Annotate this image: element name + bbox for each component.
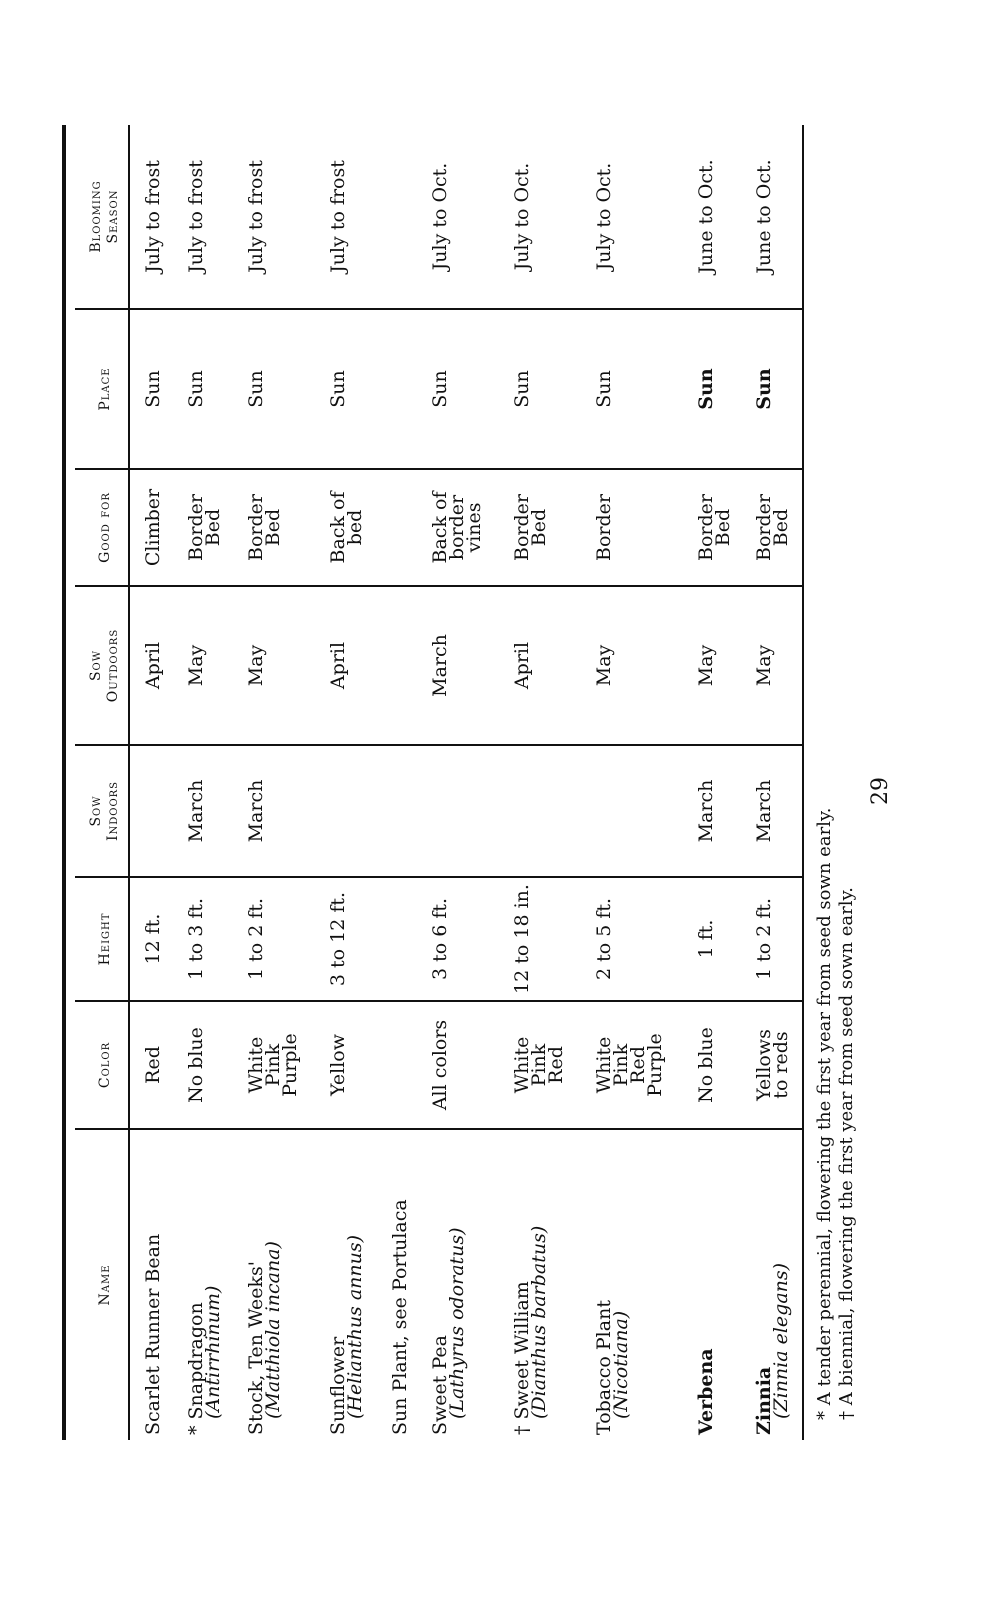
table-row-sow-outdoors: May [185,644,207,687]
table-row-height: 1 to 2 ft. [753,897,775,981]
table-row-place: Sun [142,370,164,408]
header-sow-outdoors: Sow Outdoors [88,628,121,703]
table-row-color: No blue [185,1027,207,1103]
table-row-place: Sun [245,370,267,408]
table-row-height: 1 to 3 ft. [185,897,207,981]
col-sep [75,744,803,746]
table-row-sow-outdoors: May [593,644,615,687]
table-row-sow-indoors: March [185,779,207,843]
table-row-place: Sun [429,370,451,408]
table-row-color: Yellow [327,1034,349,1096]
header-good-for: Good for [96,492,113,563]
table-row-height: 3 to 12 ft. [327,891,349,987]
table-row-season: July to frost [327,160,349,273]
table-row-color: Red [142,1046,164,1084]
table-row-season: July to frost [142,160,164,273]
table-row-height: 12 to 18 in. [511,884,533,994]
table-row-good-for: Back of border vines [429,491,485,564]
table-row-height: 1 ft. [695,919,717,959]
table-row-sow-indoors: March [245,779,267,843]
table-row-name: Sunflower (Helianthus annus) [327,1234,366,1435]
table-row-place: Sun [327,370,349,408]
table-row-good-for: Border Bed [753,494,792,561]
table-row-place: Sun [185,370,207,408]
table-row-sow-outdoors: May [753,644,775,687]
table-row-height: 2 to 5 ft. [593,897,615,981]
table-row-place: Sun [511,370,533,408]
table-row-good-for: Border Bed [511,494,550,561]
table-row-height: 3 to 6 ft. [429,897,451,981]
table-row-sow-outdoors: May [695,644,717,687]
header-sow-indoors: Sow Indoors [88,780,121,842]
table-row-good-for: Border Bed [185,494,224,561]
header-place: Place [96,367,113,411]
table-row-color: White Pink Purple [245,1033,301,1097]
table-row-name: Sun Plant, see Portulaca [389,1199,411,1435]
table-row-season: July to Oct. [511,162,533,271]
table-row-color: All colors [429,1019,451,1111]
table-row-name: Tobacco Plant (Nicotiana) [593,1300,632,1435]
table-row-sow-indoors: March [753,779,775,843]
table-row-color: White Pink Red Purple [593,1033,666,1097]
col-sep [75,1128,803,1130]
table-row-name: † Sweet William (Dianthus barbatus) [511,1225,550,1435]
table-bottom-rule [802,125,804,1440]
table-row-season: July to frost [185,160,207,273]
table-row-place: Sun [695,368,717,410]
table-row-season: July to Oct. [593,162,615,271]
table-row-name: Scarlet Runner Bean [142,1233,164,1435]
table-row-good-for: Back of bed [327,491,366,564]
table-row-good-for: Climber [142,488,164,567]
table-row-sow-outdoors: April [327,641,349,690]
header-name: Name [96,1264,113,1306]
table-row-sow-outdoors: April [511,641,533,690]
table-row-season: June to Oct. [753,159,775,274]
table-row-sow-outdoors: April [142,641,164,690]
table-row-name: Stock, Ten Weeks' (Matthiola incana) [245,1241,284,1435]
table-row-sow-outdoors: March [429,634,451,697]
header-height: Height [96,912,113,966]
table-row-name: * Snapdragon (Antirrhinum) [185,1285,224,1435]
table-row-good-for: Border Bed [695,494,734,561]
table-row-place: Sun [593,370,615,408]
table-row-good-for: Border Bed [245,494,284,561]
table-row-season: July to frost [245,160,267,273]
table-row-place: Sun [753,368,775,410]
table-row-good-for: Border [593,494,615,561]
footnote-tender-perennial: * A tender perennial, flowering the first year from seed sown early. [814,807,835,1420]
table-row-color: No blue [695,1027,717,1103]
table-row-season: July to Oct. [429,162,451,271]
header-rule [128,125,130,1440]
table-row-season: June to Oct. [695,159,717,274]
footnote-biennial: † A biennial, flowering the first year from seed sown early. [836,887,857,1420]
table-row-height: 1 to 2 ft. [245,897,267,981]
table-row-color: Yellows to reds [753,1029,792,1101]
table-row-name: Verbena [695,1348,717,1435]
table-row-name: Zinnia (Zinnia elegans) [753,1262,792,1435]
table-row-height: 12 ft. [142,913,164,965]
header-blooming-season: Blooming Season [88,180,121,253]
header-color: Color [96,1041,113,1089]
table-top-rule [62,125,66,1440]
table-row-color: White Pink Red [511,1036,567,1094]
table-row-sow-outdoors: May [245,644,267,687]
table-row-sow-indoors: March [695,779,717,843]
page-number: 29 [868,777,893,805]
table-row-name: Sweet Pea (Lathyrus odoratus) [429,1227,468,1435]
